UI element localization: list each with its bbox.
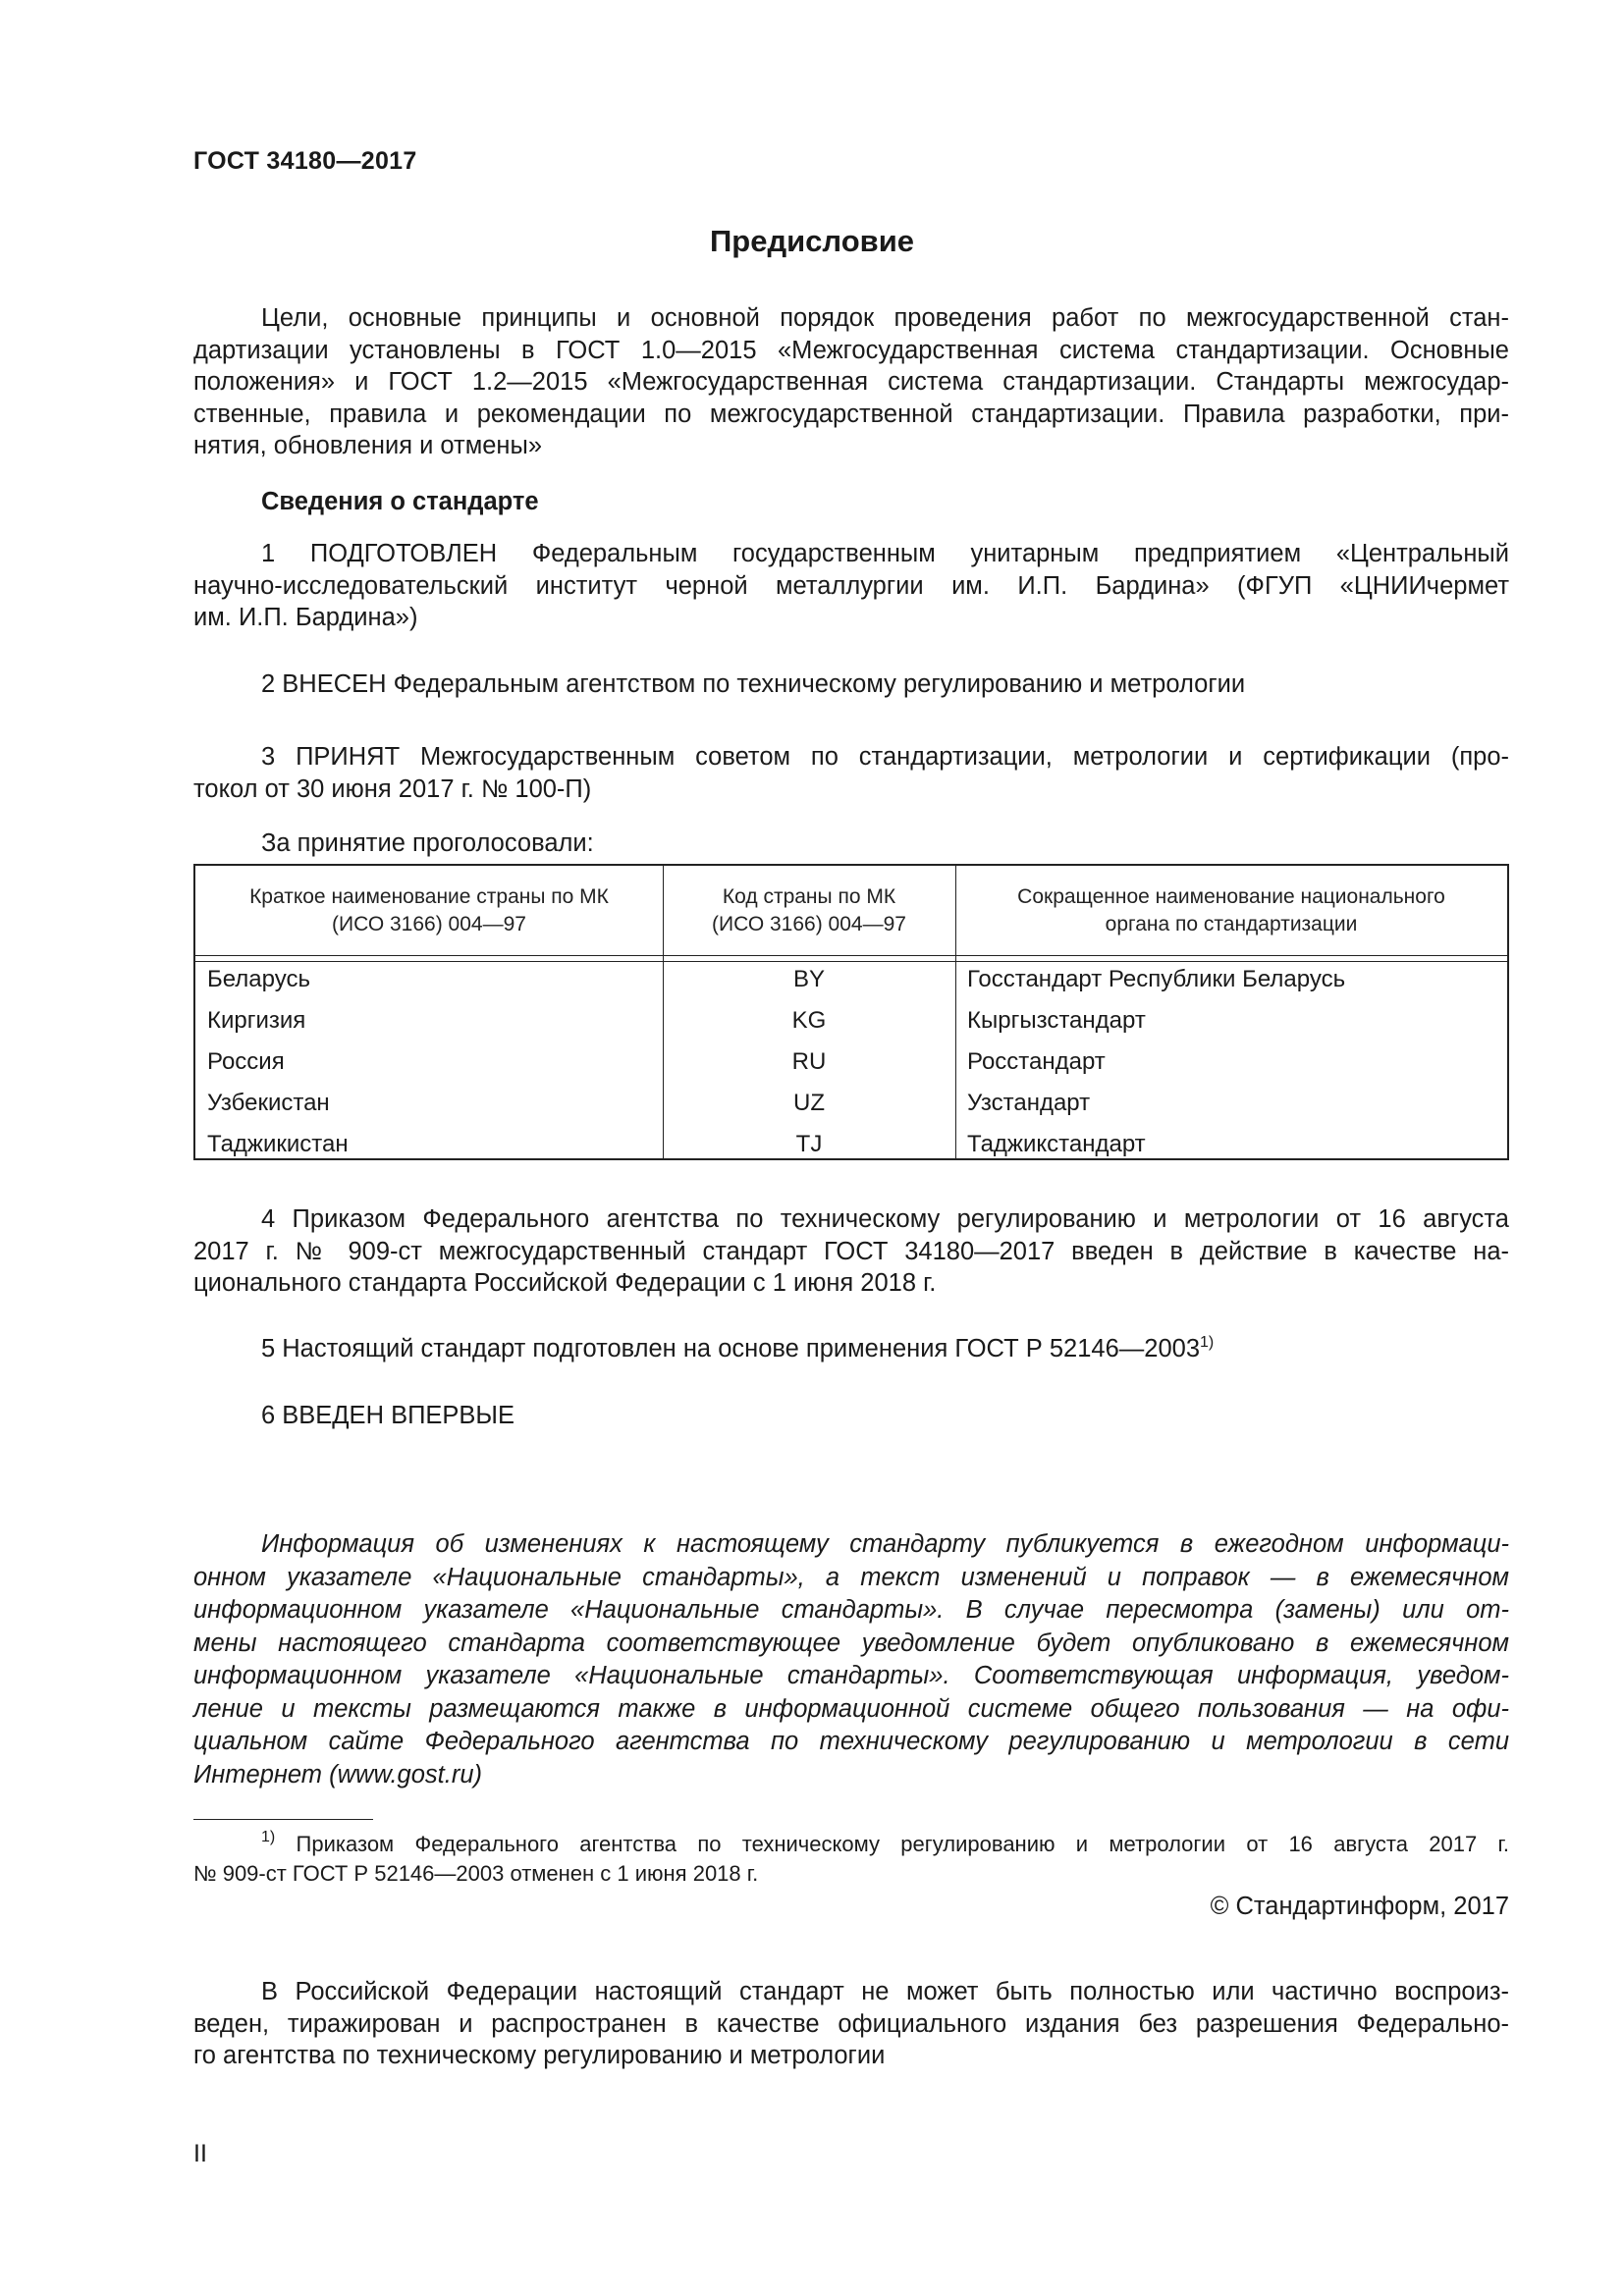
table-cell-country: Таджикистан xyxy=(207,1131,349,1157)
document-code: ГОСТ 34180—2017 xyxy=(193,147,417,175)
intro-line: положения» и ГОСТ 1.2—2015 «Межгосударственная система стандартизации. Стандарты межгосудар- xyxy=(193,368,1509,396)
table-cell-country: Беларусь xyxy=(207,966,310,992)
intro-paragraph xyxy=(193,302,1509,462)
page-number: II xyxy=(193,2140,207,2167)
table-cell-code: RU xyxy=(791,1048,827,1075)
header-rule xyxy=(195,955,1507,956)
table-cell-code: BY xyxy=(792,966,825,992)
item-line: 1 ПОДГОТОВЛЕН Федеральным государственным унитарным предприятием «Центральный xyxy=(261,540,1509,567)
item-line: ционального стандарта Российской Федерации с 1 июня 2018 г. xyxy=(193,1269,937,1297)
changes-notice xyxy=(193,1528,1509,1791)
table-cell-country: Россия xyxy=(207,1048,285,1075)
footnote xyxy=(193,1830,1509,1889)
item-line: 2 ВНЕСЕН Федеральным агентством по техническому регулированию и метрологии xyxy=(261,670,1246,698)
rights-line: го агентства по техническому регулированию и метрологии xyxy=(193,2042,886,2069)
column-header-body: Сокращенное наименование национального органа по стандартизации xyxy=(1017,885,1445,935)
info-item-1 xyxy=(193,538,1509,634)
intro-line: дартизации установлены в ГОСТ 1.0—2015 «Межгосударственная система стандартизации. Основные xyxy=(193,336,1509,364)
table-cell-body: Росстандарт xyxy=(967,1048,1106,1075)
page-title: Предисловие xyxy=(709,224,914,258)
notice-line: информационном указателе «Национальные стандарты». Соответствующая информация, уведом- xyxy=(193,1662,1509,1689)
item-5 xyxy=(193,1333,1509,1365)
table-cell-body: Таджикстандарт xyxy=(967,1131,1146,1157)
item-line: 2017 г. № 909-ст межгосударственный стандарт ГОСТ 34180—2017 введен в действие в качестве на- xyxy=(193,1237,1509,1265)
table-cell-code: UZ xyxy=(793,1090,825,1116)
footnote-line: Приказом Федерального агентства по техническому регулированию и метрологии от 16 августа 2017 г. xyxy=(275,1832,1509,1856)
info-item-3 xyxy=(193,741,1509,805)
table-cell-code: TJ xyxy=(795,1131,823,1157)
notice-line: циальном сайте Федерального агентства по техническому регулированию и метрологии в сети xyxy=(193,1728,1509,1755)
footnote-line: № 909-ст ГОСТ Р 52146—2003 отменен с 1 июня 2018 г. xyxy=(193,1861,759,1886)
rights-paragraph xyxy=(193,1976,1509,2072)
item-6 xyxy=(193,1400,1509,1432)
notice-line: мены настоящего стандарта соответствующее уведомление будет опубликовано в ежемесячном xyxy=(193,1629,1509,1657)
table-cell-country: Узбекистан xyxy=(207,1090,330,1116)
notice-line: Информация об изменениях к настоящему стандарту публикуется в ежегодном информаци- xyxy=(261,1530,1509,1558)
item-4 xyxy=(193,1203,1509,1300)
notice-line: Интернет (www.gost.ru) xyxy=(193,1760,482,1789)
table-cell-code: KG xyxy=(791,1007,827,1034)
item-line: научно-исследовательский институт черной металлургии им. И.П. Бардина» (ФГУП «ЦНИИчермет xyxy=(193,571,1509,600)
item-line: 6 ВВЕДЕН ВПЕРВЫЕ xyxy=(261,1402,515,1429)
item-5-text: 5 Настоящий стандарт подготовлен на основе применения ГОСТ Р 52146—2003 xyxy=(261,1335,1201,1362)
voted-label: За принятие проголосовали: xyxy=(261,829,594,857)
column-header-country: Краткое наименование страны по МК (ИСО 3166) 004—97 xyxy=(249,885,609,935)
voting-table xyxy=(193,864,1509,1160)
table-cell-body: Кыргызстандарт xyxy=(967,1007,1146,1034)
info-item-2 xyxy=(193,668,1509,701)
header-rule xyxy=(195,961,1507,962)
copyright: © Стандартинформ, 2017 xyxy=(1210,1893,1509,1920)
rights-line: В Российской Федерации настоящий стандарт не может быть полностью или частично воспроиз- xyxy=(261,1978,1509,2005)
item-line: 4 Приказом Федерального агентства по техническому регулированию и метрологии от 16 августа xyxy=(261,1205,1509,1233)
column-header-code: Код страны по МК (ИСО 3166) 004—97 xyxy=(712,885,906,935)
intro-line: Цели, основные принципы и основной порядок проведения работ по межгосударственной стан- xyxy=(261,304,1509,332)
intro-line: нятия, обновления и отмены» xyxy=(193,432,543,459)
footnote-ref: 1) xyxy=(1200,1334,1215,1351)
intro-line: ственные, правила и рекомендации по межгосударственной стандартизации. Правила разработки, при- xyxy=(193,400,1509,428)
table-cell-body: Госстандарт Республики Беларусь xyxy=(967,966,1346,992)
item-line: токол от 30 июня 2017 г. № 100-П) xyxy=(193,774,592,803)
item-line: 3 ПРИНЯТ Межгосударственным советом по стандартизации, метрологии и сертификации (про- xyxy=(261,743,1509,771)
table-cell-country: Киргизия xyxy=(207,1007,306,1034)
notice-line: ление и тексты размещаются также в информационной системе общего пользования — на офи- xyxy=(193,1694,1509,1723)
section-heading: Сведения о стандарте xyxy=(261,488,539,515)
item-line: им. И.П. Бардина») xyxy=(193,604,418,631)
rights-line: веден, тиражирован и распространен в качестве официального издания без разрешения Федерально- xyxy=(193,2009,1509,2038)
notice-line: информационном указателе «Национальные стандарты». В случае пересмотра (замены) или от- xyxy=(193,1596,1509,1624)
table-cell-body: Узстандарт xyxy=(967,1090,1091,1116)
footnote-rule xyxy=(193,1819,373,1820)
footnote-mark: 1) xyxy=(261,1829,276,1845)
notice-line: онном указателе «Национальные стандарты», а текст изменений и поправок — в ежемесячном xyxy=(193,1563,1509,1591)
